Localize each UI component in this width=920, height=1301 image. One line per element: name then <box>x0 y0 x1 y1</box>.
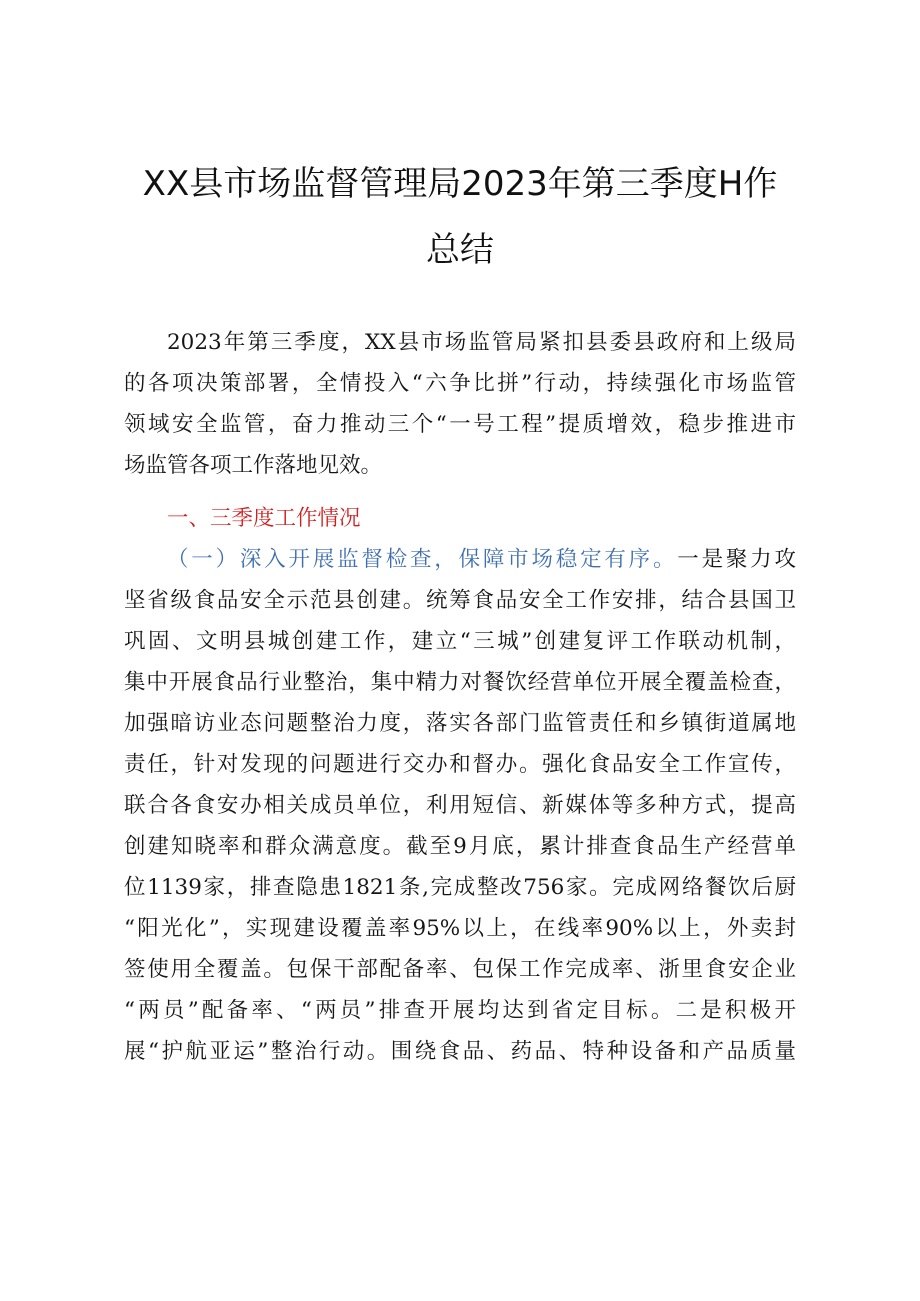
subsection-first-line <box>167 543 796 577</box>
paragraph-line: 巩固、文明县城创建工作，建立“三城”创建复评工作联动机制， <box>124 629 796 654</box>
document-title-line-1: XX县市场监督管理局2023年第三季度H作 <box>142 164 778 204</box>
section-heading: 一、三季度工作情况 <box>167 506 361 531</box>
paragraph-line: 加强暗访业态问题整治力度，落实各部门监管责任和乡镇街道属地 <box>124 711 796 736</box>
intro-paragraph <box>124 326 796 486</box>
paragraph-line: 展“护航亚运”整治行动。围绕食品、药品、特种设备和产品质量 <box>124 1039 796 1064</box>
intro-line: 2023年第三季度，XX县市场监管局紧扣县委县政府和上级局 <box>167 330 796 355</box>
subsection-first-line-text: 一是聚力攻 <box>677 547 796 572</box>
paragraph-line: 位1139家，排查隐患1821条,完成整改756家。完成网络餐饮后厨 <box>124 875 796 900</box>
subsection-heading: （一）深入开展监督检查，保障市场稳定有序。 <box>167 547 678 572</box>
paragraph-line: 坚省级食品安全示范县创建。统筹食品安全工作安排，结合县国卫 <box>124 588 796 613</box>
paragraph-line: 签使用全覆盖。包保干部配备率、包保工作完成率、浙里食安企业 <box>124 957 796 982</box>
subsection-paragraph <box>124 543 796 1103</box>
intro-line: 场监管各项工作落地见效。 <box>124 453 383 478</box>
paragraph-line: 联合各食安办相关成员单位，利用短信、新媒体等多种方式，提高 <box>124 793 796 818</box>
paragraph-line: 创建知晓率和群众满意度。截至9月底，累计排查食品生产经营单 <box>124 834 796 859</box>
paragraph-line: 集中开展食品行业整治，集中精力对餐饮经营单位开展全覆盖检查， <box>124 670 796 695</box>
intro-line: 领域安全监管，奋力推动三个“一号工程”提质增效，稳步推进市 <box>124 412 796 437</box>
document-title-line-2: 总结 <box>426 230 494 270</box>
paragraph-line: 责任，针对发现的问题进行交办和督办。强化食品安全工作宣传， <box>124 752 796 777</box>
paragraph-line: “两员”配备率、“两员”排查开展均达到省定目标。二是积极开 <box>124 998 796 1023</box>
intro-line: 的各项决策部署，全情投入“六争比拼”行动，持续强化市场监管 <box>124 371 796 396</box>
paragraph-line: “阳光化”，实现建设覆盖率95%以上，在线率90%以上，外卖封 <box>124 916 796 941</box>
